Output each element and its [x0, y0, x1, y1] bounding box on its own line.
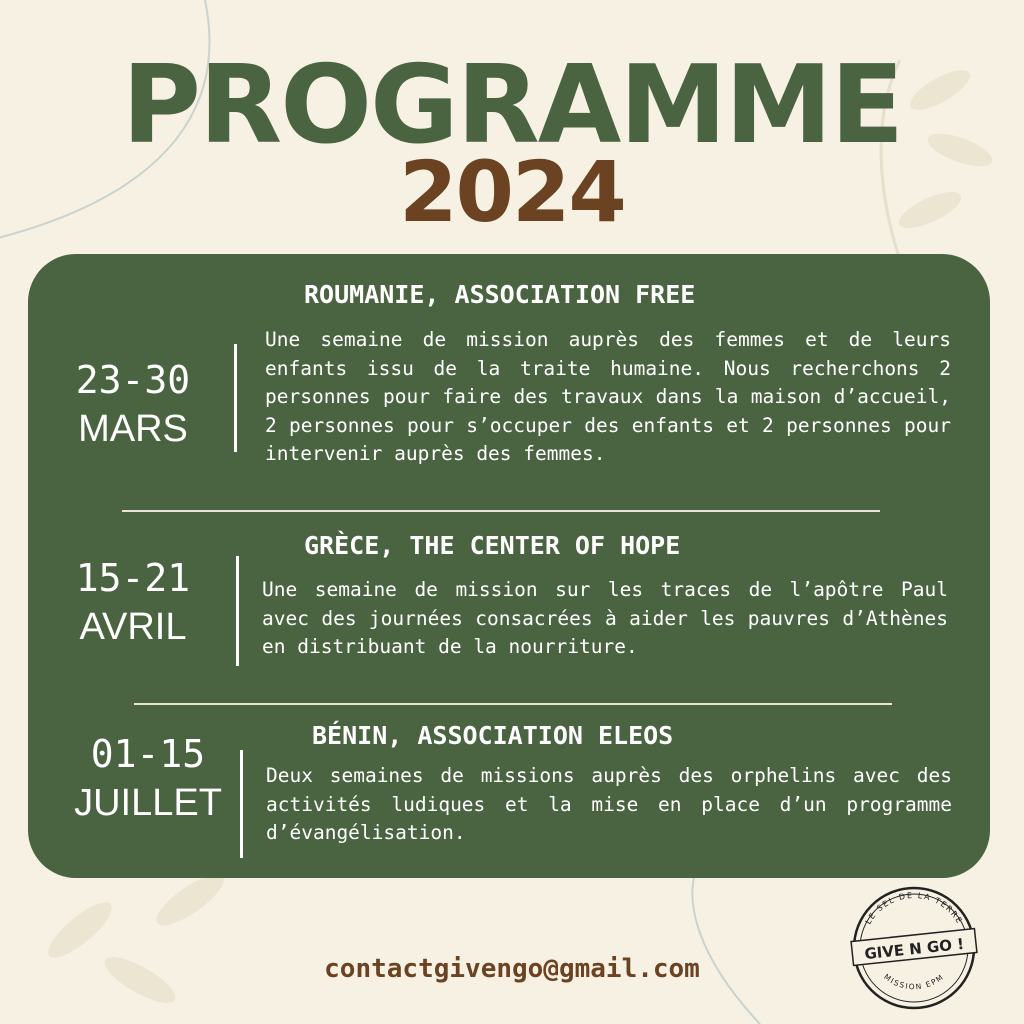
event-date-range: 15-21	[75, 556, 191, 600]
event-separator	[134, 703, 892, 705]
event-date	[58, 730, 238, 827]
contact-email[interactable]: contactgivengo@gmail.com	[324, 954, 700, 984]
event-description: Une semaine de mission sur les traces de l’apôtre Paul avec des journées consacrées à aider les pauvres d’Athènes en distribuant de la nourriture.	[262, 578, 948, 658]
stamp-top-text: LE SEL DE LA TERRE	[863, 890, 965, 926]
stamp-bottom-text: MISSION EPM	[882, 972, 946, 992]
programme-panel	[28, 254, 990, 878]
event-date-range: 01-15	[90, 732, 206, 776]
page-year: 2024	[399, 143, 625, 241]
svg-text:MISSION EPM	[882, 972, 946, 991]
svg-text:LE SEL DE LA TERRE	[864, 891, 965, 926]
event-date	[58, 356, 208, 453]
event-month: JUILLET	[74, 781, 222, 824]
event-title: GRÈCE, THE CENTER OF HOPE	[304, 531, 681, 560]
event-date-range: 23-30	[75, 358, 191, 402]
event-title: BÉNIN, ASSOCIATION ELEOS	[312, 721, 674, 750]
event-month: MARS	[78, 407, 188, 450]
event-divider-bar	[240, 750, 243, 858]
event-divider-bar	[236, 556, 239, 666]
page-title: PROGRAMME	[121, 43, 903, 168]
stamp-center-text: GIVE N GO !	[863, 934, 965, 964]
give-n-go-stamp	[842, 882, 986, 1012]
event-month: AVRIL	[79, 605, 187, 648]
event-description: Une semaine de mission auprès des femmes et de leurs enfants issu de la traite humaine. Nous recherchons 2 personnes pour faire des travaux dans la maison d’accueil, 2 personnes pour s’occuper des enfants et 2 personnes pour intervenir auprès des femmes.	[265, 328, 951, 465]
event-title: ROUMANIE, ASSOCIATION FREE	[304, 280, 696, 309]
event-date	[58, 554, 208, 651]
event-divider-bar	[234, 344, 237, 452]
event-separator	[122, 510, 880, 512]
event-description: Deux semaines de missions auprès des orphelins avec des activités ludiques et la mise en place d’un programme d’évangélisation.	[266, 764, 952, 844]
